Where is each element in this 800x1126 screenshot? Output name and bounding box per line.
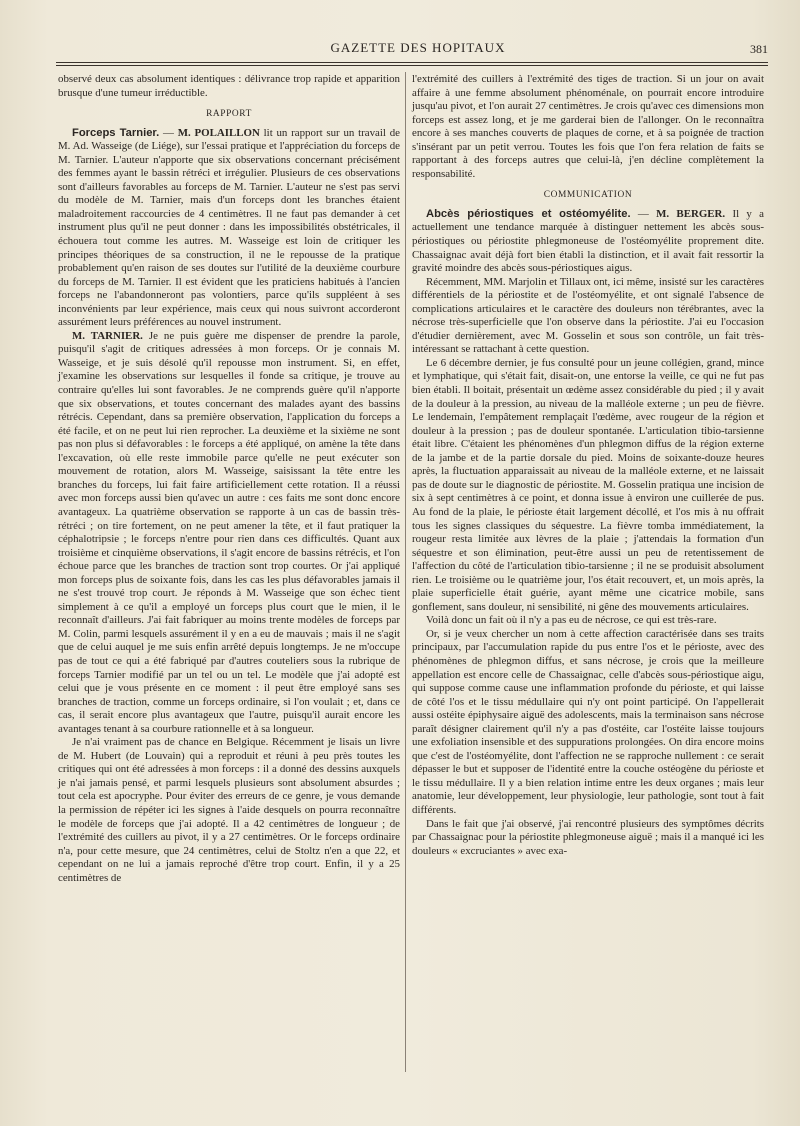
paragraph-communication-5: Or, si je veux chercher un nom à cette affection caractérisée dans ses traits principaux, par l'accumulation rapide du pus entre l'os et le périoste, avec des phénomènes de phlegmon diffus, et sans nécrose, je crois que la meilleure appellation est encore celle de Chassaignac, celle d'abcès sous-périostique aigu, qui suppose comme cause une inflammation profonde du périoste, et qui laisse de côté l'os et le tissu médullaire qui n'y ont point participé. On l'appellerait aussi ostéite épiphysaire aiguë des adolescents, mais la terminaison sans nécrose paraît désigner clairement qu'il n'y a pas d'ostéite, car l'ostéite laisse toujours une exfoliation insensible et des suppurations prolongées. On dira encore moins que c'est de l'ostéomyélite, dont l'affection ne se rapproche nullement : ce serait dépasser le but et supposer de l'identité entre la couche ostéogène du périoste et le tissu médullaire. Il y a bien relation intime entre les deux organes ; mais leur anatomie, leur développement, leur physiologie, leur pathologie, sont tout à fait différents.: [412, 627, 764, 816]
paragraph-intro: observé deux cas absolument identiques : délivrance trop rapide et apparition brusque d'une tumeur irréductible.: [58, 73, 400, 99]
rapport-body: lit un rapport sur un travail de M. Ad. Wasseige (de Liége), sur l'essai pratique et l'appréciation du forceps de M. Tarnier. L'auteur n'apporte que six observations concernant précisément des femmes ayant le bassin rétréci et irrégulier. Plusieurs de ces observations sont d'ailleurs favorables au forceps de M. Tarnier. L'auteur ne s'est pas servi du modèle de M. Tarnier, mais d'un forceps dont les branches étaient maladroitement raccourcies de 4 centimètres. Il ne faut pas demander à cet instrument plus qu'il ne peut donner : dans les impossibilités obstétricales, il échouera tout comme les autres. M. Wasseige est loin de critiquer les principes théoriques de sa construction, il ne le repousse de la pratique probablement qu'en raison de ses doutes sur l'utilité de la deuxième courbure du forceps de M. Tarnier. Il est évident que les praticiens habitués à l'ancien forceps ne l'abandonneront pas volontiers, parce qu'ils suppléent à ses inconvénients par leur expérience, mais ceux qui nous suivront accorderont assurément leurs préférences au nouvel instrument.: [58, 126, 400, 329]
column-divider: [405, 72, 406, 1072]
paragraph-communication-6: Dans le fait que j'ai observé, j'ai rencontré plusieurs des symptômes décrits par Chassaignac pour la périostite phlegmoneuse aiguë ; mais il a manqué ici les douleurs « excruciantes » avec exa-: [412, 817, 764, 857]
paragraph-communication-2: Récemment, MM. Marjolin et Tillaux ont, ici même, insisté sur les caractères différentiels de la périostite et de l'ostéomyélite, et ont signalé l'absence de complications articulaires et le caractère des douleurs non térébrantes, avec la nécrose très-superficielle que l'on observe dans la périostite. J'ai eu l'occasion d'étudier dernièrement, avec M. Gosselin et sous son contrôle, un fait très-intéressant se rattachant à cette question.: [412, 275, 764, 356]
paragraph-communication-3: Le 6 décembre dernier, je fus consulté pour un jeune collégien, grand, mince et lymphatique, qui s'était fait, disait-on, une entorse la veille, ce qui ne fut pas bien établi. Il boitait, présentait un œdème assez considérable du pied ; il y avait de la douleur à la pression, au niveau de la malléole externe ; un peu de fièvre. Le lendemain, l'empâtement remplaçait l'œdème, avec rougeur de la région et douleur à la pression ; pas de douleur spontanée. L'articulation tibio-tarsienne était libre. C'étaient les phénomènes d'un phlegmon diffus de la région externe de la jambe et de la partie dorsale du pied. Moins de soixante-douze heures après, la fluctuation apparaissait au niveau de la malléole externe, et ne laissait pas de doute sur le diagnostic de périostite. M. Gosselin pratiqua une incision de six à sept centimètres à ce point, et donna issue à environ une cuillerée de pus. Au fond de la plaie, le périoste était largement décollé, et l'os mis à nu offrait tous les signes classiques du séquestre. La fièvre tomba immédiatement, la rougeur resta limitée aux lèvres de la plaie ; j'attendais la formation d'un séquestre et son élimination, peut-être aussi un peu de retentissement de l'affection du côté de l'articulation tibio-tarsienne ; il ne se produisit absolument rien. Le troisième ou le quatrième jour, l'os était recouvert, et, un mois après, la plaie superficielle était guérie, ayant même une cicatrice mobile, sans gonflement, sans douleur, ni sensibilité, ni gêne des mouvements articulaires.: [412, 356, 764, 613]
right-column: [412, 73, 764, 858]
paragraph-rapport: Forceps Tarnier. — M. POLAILLON lit un rapport sur un travail de M. Ad. Wasseige (de Liége), sur l'essai pratique et l'appréciation du forceps de M. Tarnier. L'auteur n'apporte que six observations concernant précisément des femmes ayant le bassin rétréci et irrégulier. Plusieurs de ces observations sont d'ailleurs favorables au forceps de M. Tarnier. L'auteur ne s'est pas servi du modèle de M. Tarnier, mais d'un forceps dont les branches étaient maladroitement raccourcies de 4 centimètres. Il ne faut pas demander à cet instrument plus qu'il ne peut donner : dans les impossibilités obstétricales, il échouera tout comme les autres. M. Wasseige est loin de critiquer les principes théoriques de sa construction, il ne le repousse de la pratique probablement qu'en raison de ses doutes sur l'utilité de la deuxième courbure du forceps de M. Tarnier. Il est évident que les praticiens habitués à l'ancien forceps ne l'abandonneront pas volontiers, parce qu'ils suppléent à ses inconvénients par leur expérience, mais ceux qui nous suivront accorderont assurément leurs préférences au nouvel instrument.: [58, 126, 400, 329]
header-rule-double: [56, 65, 768, 66]
paragraph-continuation: l'extrémité des cuillers à l'extrémité des tiges de traction. Si un jour on avait affaire à une femme absolument phénoménale, on pourrait encore introduire jusqu'au pivot, et l'on aurait 27 centimètres. Je crois qu'avec ces dimensions mon forceps est assez long, et je me garderai bien de l'allonger. On le reconnaîtra encore à ses manches couverts de plaques de corne, et à sa poignée de traction s'insérant par un petit verrou. Toutes les fois que l'on fera relation de faits se rapportant à des forceps autres que celui-là, j'en décline complètement la responsabilité.: [412, 73, 764, 180]
header-rule: [56, 62, 768, 63]
section-heading-rapport: RAPPORT: [206, 109, 252, 120]
page-header: [56, 38, 780, 62]
paragraph-communication-1: Abcès périostiques et ostéomyélite. — M. BERGER. Il y a actuellement une tendance marquée à distinguer nettement les abcès sous-périostiques ou périostite phlegmoneuse de l'ostéomyélite proprement dite. Chassaignac avait déjà fort bien établi la distinction, et il avait fait ressortir la gravité moindre des abcès sous-périostiques aigus.: [412, 207, 764, 275]
left-column: [58, 73, 400, 885]
paragraph-communication-4: Voilà donc un fait où il n'y a pas eu de nécrose, ce qui est très-rare.: [426, 614, 717, 627]
paragraph-tarnier-2: Je n'ai vraiment pas de chance en Belgique. Récemment je lisais un livre de M. Hubert (de Louvain) qui a reproduit et réuni à peu près toutes les critiques qui ont été adressées à mon forceps : il a donné des dessins auxquels je n'ai jamais pensé, et parmi lesquels plusieurs sont absolument absurdes ; tout cela est apocryphe. Pour éviter des erreurs de ce genre, je vous demande la permission de répéter ici les signes à l'aide desquels on pourra reconnaître le modèle de forceps que j'ai adopté. Il a 42 centimètres de longueur ; de l'extrémité des cuillers au pivot, il y a 27 centimètres. Or le forceps ordinaire n'a, pour cette mesure, que 24 centimètres, celui de Stoltz n'en a que 22, et cependant on ne lui a jamais reproché d'être trop court. Enfin, il y a 25 centimètres de: [58, 736, 400, 884]
author-polaillon: M. POLAILLON: [177, 126, 260, 139]
communication-body-1: Il y a actuellement une tendance marquée à distinguer nettement les abcès sous-périostiques ou périostite phlegmoneuse de l'ostéomyélite proprement dite. Chassaignac avait déjà fort bien établi la distinction, et il avait fait ressortir la gravité moindre des abcès sous-périostiques aigus.: [412, 207, 764, 275]
section-heading-communication: COMMUNICATION: [543, 190, 633, 201]
article-title-forceps: Forceps Tarnier.: [72, 126, 160, 139]
tarnier-body-1: Je ne puis guère me dispenser de prendre la parole, puisqu'il s'agit de critiques adressées à mon forceps. Or je connais M. Wasseige, et je suis désolé qu'il repousse mon instrument. Si, en effet, j'examine les observations sur lesquelles il fonde sa critique, je trouve au contraire qu'elles lui sont favorables. Je ne comprends guère qu'il n'apporte que six observations, et toutes concernant des malades ayant des bassins rétrécis. Cependant, dans sa première observation, l'application du forceps a été facile, et on ne peut lui rien reprocher. La deuxième et la sixième ne sont pas non plus si défavorables : le forceps a été appliqué, on amène la tête dans l'excavation, où elle reste immobile parce qu'elle ne peut exécuter son mouvement de rotation, alors M. Wasseige, saisissant la tête entre les branches du forceps, lui fait faire artificiellement cette rotation. Il a réussi avec mon forceps aussi bien qu'avec un autre : ces faits me sont donc encore avantageux. La quatrième observation se rapporte à un cas de bassin très-rétréci ; on tire fortement, on ne peut amener la tête, et il faut pratiquer la céphalotripsie ; le forceps n'entre pour rien dans ces difficultés. Quant aux troisième et cinquième observations, il s'agit encore de bassins rétrécis, et l'on échoue parce que les branches de traction sont trop courtes. Or j'ai appliqué mon forceps plus de soixante fois, dans les cas les plus défavorables jamais il ne s'est trouvé trop court. Je réponds à M. Wasseige que son échec tient simplement à ce qu'il a employé un forceps plus court que le mien, il le reconnaît d'ailleurs. J'ai fait fabriquer au moins trente modèles de forceps par M. Colin, parmi lesquels assurément il y en a eu de mauvais ; mais il ne s'agit que de celui auquel je me suis enfin arrêté depuis longtemps. Je ne m'occupe pas de tout ce qui a été fabriqué par d'autres couteliers sous la rubrique de forceps Tarnier modifié par un tel ou un tel. Le modèle que j'ai adopté est celui que je vous présente en ce moment : il peut être employé sans ses branches de traction, comme un forceps ordinaire, si l'on voulait ; et, dans ce cas, il serait encore plus avantageux que l'autre, puisqu'il aurait encore les avantages tenant à sa courbure rationnelle et à sa longueur.: [58, 329, 400, 735]
speaker-tarnier: M. TARNIER.: [72, 329, 143, 342]
journal-title: GAZETTE DES HOPITAUX: [330, 40, 506, 55]
author-berger: M. BERGER.: [656, 207, 726, 220]
article-title-abces: Abcès périostiques et ostéomyélite.: [426, 207, 631, 220]
paragraph-tarnier-1: [58, 330, 400, 736]
page-number: 381: [750, 42, 768, 56]
